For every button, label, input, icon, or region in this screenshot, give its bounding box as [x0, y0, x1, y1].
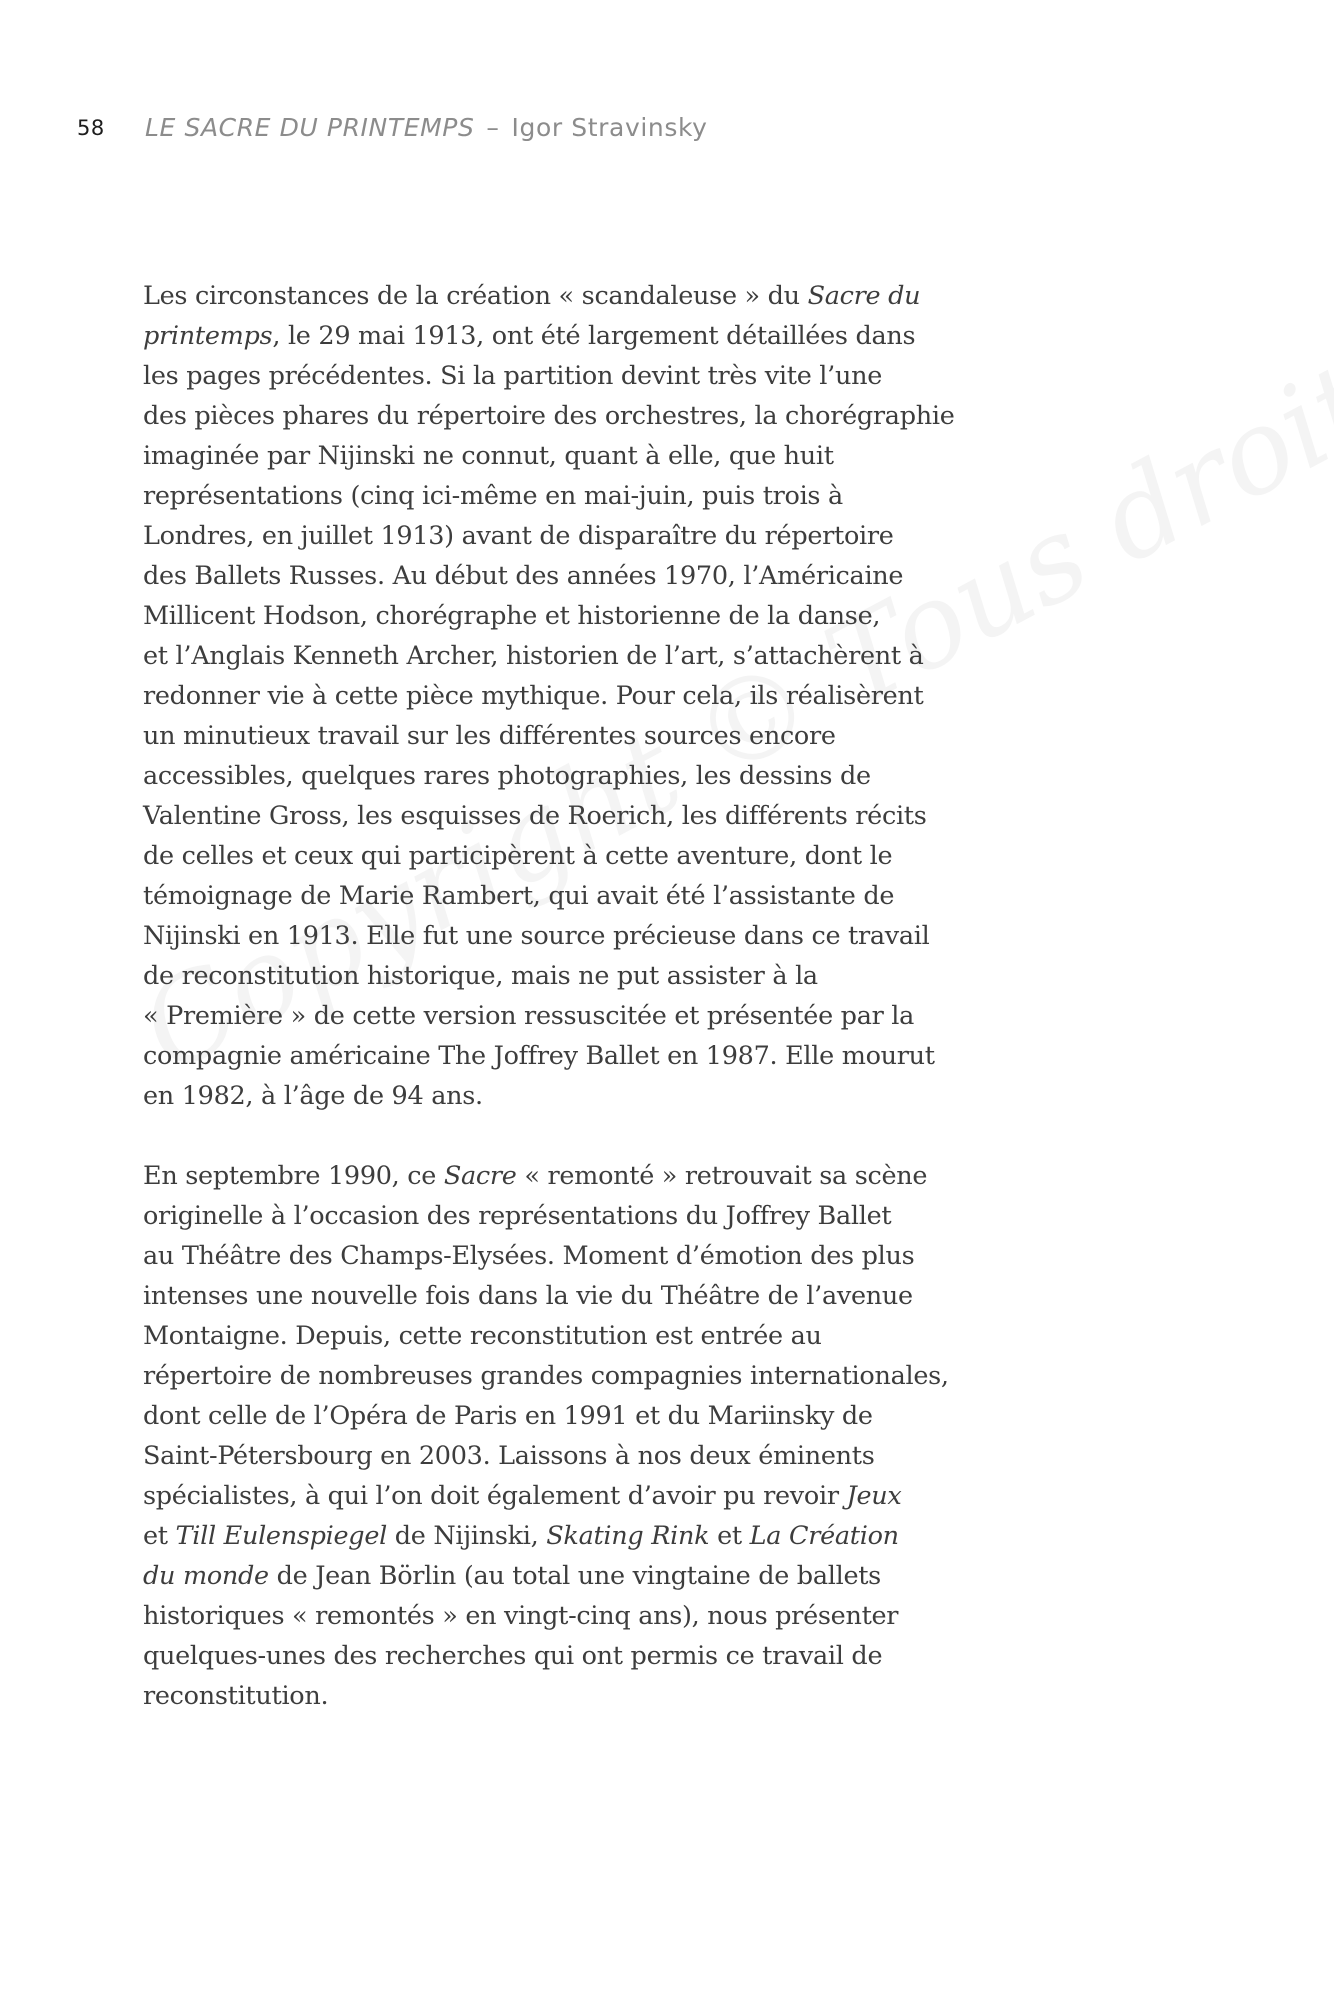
text-line [143, 1516, 1163, 1556]
text-line [143, 756, 1163, 796]
text-segment: en 1982, à l’âge de 94 ans. [143, 1081, 483, 1111]
text-line [143, 556, 1163, 596]
text-segment: reconstitution. [143, 1681, 329, 1711]
text-segment: et [709, 1521, 750, 1551]
text-segment: Valentine Gross, les esquisses de Roerich, les différents récits [143, 801, 927, 831]
text-segment: originelle à l’occasion des représentations du Joffrey Ballet [143, 1201, 892, 1231]
text-segment: historiques « remontés » en vingt-cinq ans), nous présenter [143, 1601, 899, 1631]
text-segment: Montaigne. Depuis, cette reconstitution est entrée au [143, 1321, 822, 1351]
text-segment: Saint-Pétersbourg en 2003. Laissons à nos deux éminents [143, 1441, 875, 1471]
text-segment: témoignage de Marie Rambert, qui avait été l’assistante de [143, 881, 895, 911]
text-segment: accessibles, quelques rares photographies, les dessins de [143, 761, 871, 791]
text-line [143, 1676, 1163, 1716]
italic-text: Sacre [443, 1161, 517, 1191]
text-line [143, 276, 1163, 316]
text-segment: de Jean Börlin (au total une vingtaine de ballets [268, 1561, 881, 1591]
header-title: LE SACRE DU PRINTEMPS [145, 113, 475, 142]
text-segment: dont celle de l’Opéra de Paris en 1991 et du Mariinsky de [143, 1401, 873, 1431]
text-segment: Nijinski en 1913. Elle fut une source précieuse dans ce travail [143, 921, 930, 951]
text-segment: redonner vie à cette pièce mythique. Pour cela, ils réalisèrent [143, 681, 924, 711]
text-segment: imaginée par Nijinski ne connut, quant à elle, que huit [143, 441, 834, 471]
text-line [143, 916, 1163, 956]
text-segment: les pages précédentes. Si la partition devint très vite l’une [143, 361, 882, 391]
text-line [143, 1396, 1163, 1436]
text-line [143, 716, 1163, 756]
text-segment: des pièces phares du répertoire des orchestres, la chorégraphie [143, 401, 955, 431]
text-line [143, 516, 1163, 556]
text-line [143, 1636, 1163, 1676]
header-separator: – [486, 113, 500, 142]
text-segment: « remonté » retrouvait sa scène [516, 1161, 928, 1191]
header-text [145, 113, 708, 142]
text-segment: En septembre 1990, ce [143, 1161, 444, 1191]
text-line [143, 1476, 1163, 1516]
text-segment: répertoire de nombreuses grandes compagnies internationales, [143, 1361, 949, 1391]
text-line [143, 1596, 1163, 1636]
text-line [143, 1316, 1163, 1356]
text-line [143, 436, 1163, 476]
text-segment: « Première » de cette version ressuscitée et présentée par la [143, 1001, 915, 1031]
text-line [143, 1236, 1163, 1276]
text-line [143, 836, 1163, 876]
text-line [143, 316, 1163, 356]
text-line [143, 876, 1163, 916]
text-segment: spécialistes, à qui l’on doit également d’avoir pu revoir [143, 1481, 847, 1511]
text-line [143, 1276, 1163, 1316]
text-segment: quelques-unes des recherches qui ont permis ce travail de [143, 1641, 883, 1671]
text-segment: au Théâtre des Champs-Elysées. Moment d’émotion des plus [143, 1241, 915, 1271]
text-line [143, 356, 1163, 396]
text-line [143, 396, 1163, 436]
text-line [143, 476, 1163, 516]
text-line [143, 956, 1163, 996]
text-segment: des Ballets Russes. Au début des années 1970, l’Américaine [143, 561, 904, 591]
page-number: 58 [77, 116, 105, 140]
text-segment: représentations (cinq ici-même en mai-juin, puis trois à [143, 481, 843, 511]
text-line [143, 1356, 1163, 1396]
text-line [143, 1556, 1163, 1596]
text-line [143, 596, 1163, 636]
running-head [0, 110, 1334, 150]
text-segment: , le 29 mai 1913, ont été largement détaillées dans [272, 321, 916, 351]
text-segment: Londres, en juillet 1913) avant de disparaître du répertoire [143, 521, 894, 551]
text-line [143, 676, 1163, 716]
italic-text: Sacre du [807, 281, 921, 311]
text-line [143, 1196, 1163, 1236]
text-segment: de celles et ceux qui participèrent à cette aventure, dont le [143, 841, 893, 871]
text-segment: un minutieux travail sur les différentes sources encore [143, 721, 836, 751]
text-segment: Les circonstances de la création « scandaleuse » du [143, 281, 808, 311]
italic-text: printemps [143, 321, 273, 351]
text-line [143, 1076, 1163, 1116]
text-segment: de reconstitution historique, mais ne put assister à la [143, 961, 818, 991]
text-segment: et l’Anglais Kenneth Archer, historien de l’art, s’attachèrent à [143, 641, 924, 671]
text-line [143, 1036, 1163, 1076]
paragraph-2 [143, 1156, 1163, 1716]
text-segment: de Nijinski, [386, 1521, 547, 1551]
text-line [143, 636, 1163, 676]
text-line [143, 796, 1163, 836]
italic-text: Jeux [846, 1481, 902, 1511]
text-line [143, 1436, 1163, 1476]
paragraph-1 [143, 276, 1163, 1116]
text-segment: Millicent Hodson, chorégraphe et historienne de la danse, [143, 601, 881, 631]
italic-text: Till Eulenspiegel [175, 1521, 387, 1551]
text-segment: compagnie américaine The Joffrey Ballet en 1987. Elle mourut [143, 1041, 935, 1071]
text-line [143, 996, 1163, 1036]
italic-text: du monde [143, 1561, 269, 1591]
italic-text: La Création [749, 1521, 899, 1551]
header-author: Igor Stravinsky [511, 113, 708, 142]
body-text [143, 276, 1163, 1716]
italic-text: Skating Rink [546, 1521, 710, 1551]
text-segment: intenses une nouvelle fois dans la vie du Théâtre de l’avenue [143, 1281, 913, 1311]
text-segment: et [143, 1521, 176, 1551]
text-line [143, 1156, 1163, 1196]
